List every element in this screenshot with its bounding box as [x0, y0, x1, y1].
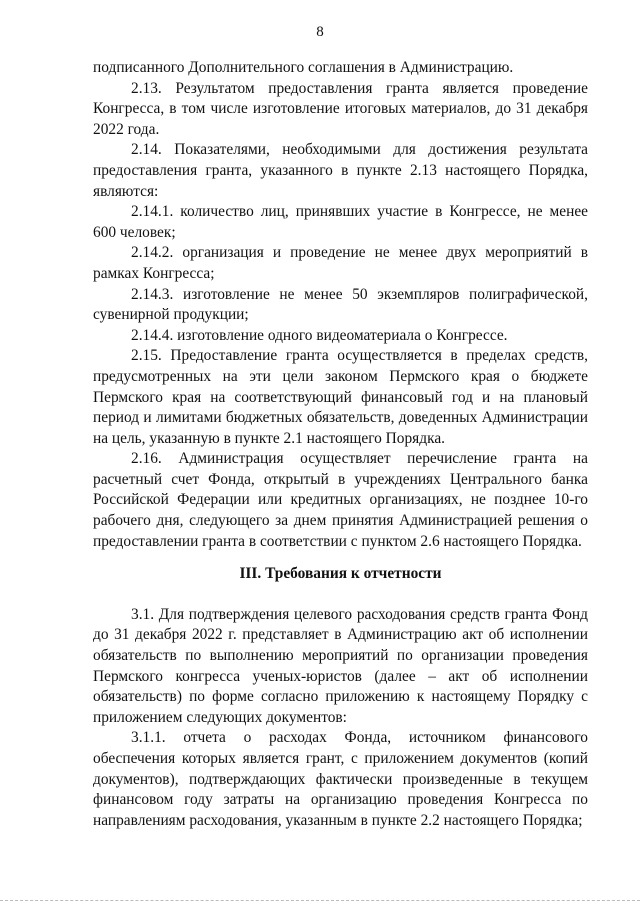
- paragraph-continuation: подписанного Дополнительного соглашения в Администрацию.: [93, 59, 514, 76]
- section-heading: III. Требования к отчетности: [239, 565, 442, 583]
- paragraph-2-14-2: 2.14.2. организация и проведение не менее двух мероприятий в рамках Конгресса;: [93, 244, 588, 282]
- paragraph-3-1: 3.1. Для подтверждения целевого расходования средств гранта Фонд до 31 декабря 2022 г. представляет в Администрацию акт об исполнении обязательств по выполнению мероприятий по организации проведения Пермского конгресса ученых-юристов (далее – акт об исполнении обязательств) по форме согласно приложению к настоящему Порядку с приложением следующих документов:: [93, 605, 588, 726]
- paragraph-2-14-4: 2.14.4. изготовление одного видеоматериала о Конгрессе.: [131, 326, 508, 344]
- paragraph-2-13: 2.13. Результатом предоставления гранта является проведение Конгресса, в том числе изготовление итоговых материалов, до 31 декабря 2022 года.: [93, 79, 588, 138]
- paragraph-2-14: 2.14. Показателями, необходимыми для достижения результата предоставления гранта, указанного в пункте 2.13 настоящего Порядка, являются:: [93, 141, 588, 200]
- paragraph-2-16: 2.16. Администрация осуществляет перечисление гранта на расчетный счет Фонда, открытый в учреждениях Центрального банка Российской Федерации или кредитных организациях, не позднее 10-го рабочего дня, следующего за днем принятия Администрацией решения о предоставлении гранта в соответствии с пунктом 2.6 настоящего Порядка.: [93, 450, 588, 550]
- page-number: 8: [316, 24, 324, 40]
- paragraph-2-15: 2.15. Предоставление гранта осуществляется в пределах средств, предусмотренных на эти цели законом Пермского края о бюджете Пермского края на соответствующий финансовый год и на плановый период и лимитами бюджетных обязательств, доведенных Администрации на цель, указанную в пункте 2.1 настоящего Порядка.: [93, 347, 588, 447]
- paragraph-2-14-3: 2.14.3. изготовление не менее 50 экземпляров полиграфической, сувенирной продукции;: [93, 285, 588, 324]
- paragraph-3-1-1: 3.1.1. отчета о расходах Фонда, источником финансового обеспечения которых является грант, с приложением документов (копий документов), подтверждающих фактически произведенные в текущем финансовом году затраты на организацию проведения Конгресса по направлениям расходования, указанным в пункте 2.2 настоящего Порядка;: [93, 729, 588, 829]
- scan-bottom-edge: [0, 900, 640, 901]
- document-body: [93, 58, 588, 831]
- paragraph-2-14-1: 2.14.1. количество лиц, принявших участие в Конгрессе, не менее 600 человек;: [93, 203, 588, 241]
